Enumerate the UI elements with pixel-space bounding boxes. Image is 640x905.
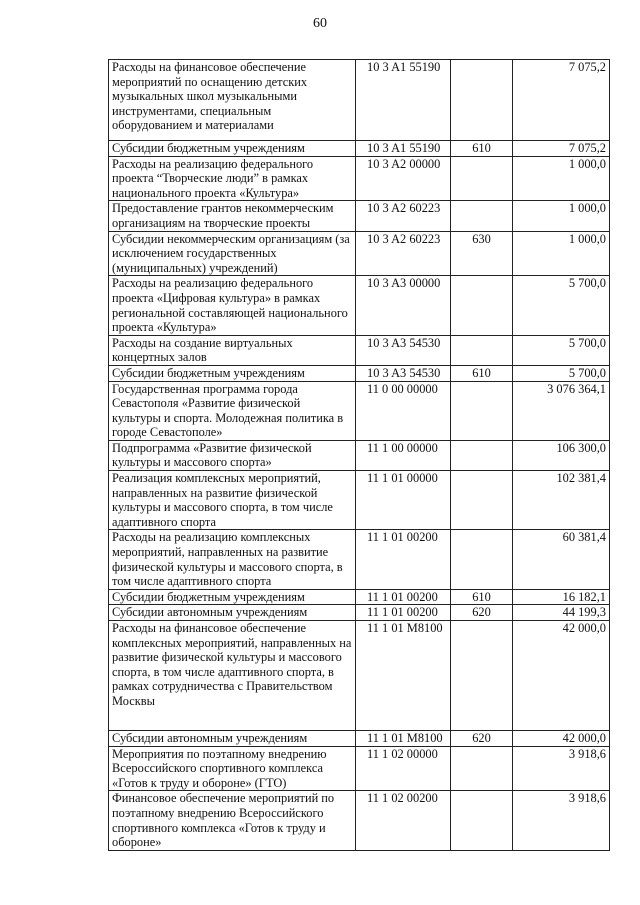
expense-type-cell — [451, 156, 513, 201]
target-code-cell: 10 3 A1 55190 — [356, 141, 451, 157]
amount-cell: 44 199,3 — [513, 605, 610, 621]
table-row — [109, 589, 610, 605]
amount-cell: 3 076 364,1 — [513, 381, 610, 440]
expense-name-cell: Расходы на реализацию федерального проекта «Цифровая культура» в рамках региональной составляющей национального проекта «Культура» — [109, 276, 356, 335]
expense-type-cell — [451, 440, 513, 470]
amount-cell: 7 075,2 — [513, 60, 610, 141]
amount-cell: 7 075,2 — [513, 141, 610, 157]
table-row — [109, 440, 610, 470]
table-row — [109, 276, 610, 335]
table-row — [109, 731, 610, 747]
expense-name-cell: Расходы на создание виртуальных концертных залов — [109, 335, 356, 365]
expense-name-cell: Субсидии автономным учреждениям — [109, 731, 356, 747]
target-code-cell: 10 3 A2 60223 — [356, 231, 451, 276]
table-row — [109, 60, 610, 141]
table-row — [109, 231, 610, 276]
expense-type-cell: 620 — [451, 731, 513, 747]
amount-cell: 5 700,0 — [513, 365, 610, 381]
expense-type-cell — [451, 381, 513, 440]
expense-name-cell: Расходы на финансовое обеспечение мероприятий по оснащению детских музыкальных школ музыкальными инструментами, специальным оборудованием и материалами — [109, 60, 356, 141]
amount-cell: 60 381,4 — [513, 530, 610, 589]
target-code-cell: 10 3 A3 54530 — [356, 335, 451, 365]
expense-type-cell: 610 — [451, 589, 513, 605]
expense-type-cell — [451, 276, 513, 335]
target-code-cell: 11 1 02 00200 — [356, 791, 451, 850]
expense-name-cell: Расходы на финансовое обеспечение комплексных мероприятий, направленных на развитие физической культуры и массового спорта, в том числе адаптивного спорта, в рамках сотрудничества с Правительством Москвы — [109, 621, 356, 731]
expense-name-cell: Расходы на реализацию комплексных мероприятий, направленных на развитие физической культуры и массового спорта, в том числе адаптивного спорта — [109, 530, 356, 589]
expense-name-cell: Субсидии бюджетным учреждениям — [109, 365, 356, 381]
amount-cell: 106 300,0 — [513, 440, 610, 470]
target-code-cell: 11 1 01 00000 — [356, 471, 451, 530]
table-row — [109, 530, 610, 589]
table-row — [109, 141, 610, 157]
table-row — [109, 471, 610, 530]
expense-type-cell — [451, 335, 513, 365]
expense-name-cell: Субсидии бюджетным учреждениям — [109, 589, 356, 605]
expense-type-cell — [451, 746, 513, 791]
page-number: 60 — [313, 16, 327, 31]
target-code-cell: 11 1 00 00000 — [356, 440, 451, 470]
expense-type-cell — [451, 621, 513, 731]
expense-type-cell: 630 — [451, 231, 513, 276]
target-code-cell: 11 1 01 00200 — [356, 530, 451, 589]
expense-type-cell: 610 — [451, 365, 513, 381]
amount-cell: 1 000,0 — [513, 156, 610, 201]
expense-name-cell: Мероприятия по поэтапному внедрению Всероссийского спортивного комплекса «Готов к труду и обороне» (ГТО) — [109, 746, 356, 791]
expense-name-cell: Субсидии бюджетным учреждениям — [109, 141, 356, 157]
amount-cell: 1 000,0 — [513, 231, 610, 276]
target-code-cell: 11 1 02 00000 — [356, 746, 451, 791]
budget-table — [108, 59, 610, 851]
target-code-cell: 11 1 01 00200 — [356, 605, 451, 621]
table-row — [109, 381, 610, 440]
amount-cell: 5 700,0 — [513, 335, 610, 365]
target-code-cell: 10 3 A3 54530 — [356, 365, 451, 381]
expense-name-cell: Государственная программа города Севастополя «Развитие физической культуры и спорта. Молодежная политика в городе Севастополе» — [109, 381, 356, 440]
target-code-cell: 11 0 00 00000 — [356, 381, 451, 440]
expense-name-cell: Финансовое обеспечение мероприятий по поэтапному внедрению Всероссийского спортивного комплекса «Готов к труду и обороне» — [109, 791, 356, 850]
table-row — [109, 605, 610, 621]
target-code-cell: 10 3 A1 55190 — [356, 60, 451, 141]
expense-type-cell — [451, 201, 513, 231]
expense-type-cell — [451, 60, 513, 141]
table-row — [109, 335, 610, 365]
target-code-cell: 11 1 01 M8100 — [356, 731, 451, 747]
table-row — [109, 791, 610, 850]
expense-name-cell: Подпрограмма «Развитие физической культуры и массового спорта» — [109, 440, 356, 470]
target-code-cell: 10 3 A2 60223 — [356, 201, 451, 231]
expense-name-cell: Расходы на реализацию федерального проекта “Творческие люди” в рамках национального проекта «Культура» — [109, 156, 356, 201]
amount-cell: 42 000,0 — [513, 621, 610, 731]
expense-name-cell: Субсидии автономным учреждениям — [109, 605, 356, 621]
expense-name-cell: Субсидии некоммерческим организациям (за исключением государственных (муниципальных) учреждений) — [109, 231, 356, 276]
amount-cell: 3 918,6 — [513, 746, 610, 791]
amount-cell: 42 000,0 — [513, 731, 610, 747]
table-row — [109, 156, 610, 201]
amount-cell: 1 000,0 — [513, 201, 610, 231]
expense-name-cell: Реализация комплексных мероприятий, направленных на развитие физической культуры и массового спорта, в том числе адаптивного спорта — [109, 471, 356, 530]
expense-type-cell — [451, 530, 513, 589]
target-code-cell: 10 3 A2 00000 — [356, 156, 451, 201]
target-code-cell: 11 1 01 M8100 — [356, 621, 451, 731]
amount-cell: 3 918,6 — [513, 791, 610, 850]
amount-cell: 16 182,1 — [513, 589, 610, 605]
expense-type-cell: 610 — [451, 141, 513, 157]
table-row — [109, 365, 610, 381]
expense-name-cell: Предоставление грантов некоммерческим организациям на творческие проекты — [109, 201, 356, 231]
amount-cell: 102 381,4 — [513, 471, 610, 530]
table-row — [109, 621, 610, 731]
amount-cell: 5 700,0 — [513, 276, 610, 335]
target-code-cell: 10 3 A3 00000 — [356, 276, 451, 335]
table-row — [109, 746, 610, 791]
expense-type-cell — [451, 791, 513, 850]
table-row — [109, 201, 610, 231]
target-code-cell: 11 1 01 00200 — [356, 589, 451, 605]
expense-type-cell: 620 — [451, 605, 513, 621]
expense-type-cell — [451, 471, 513, 530]
